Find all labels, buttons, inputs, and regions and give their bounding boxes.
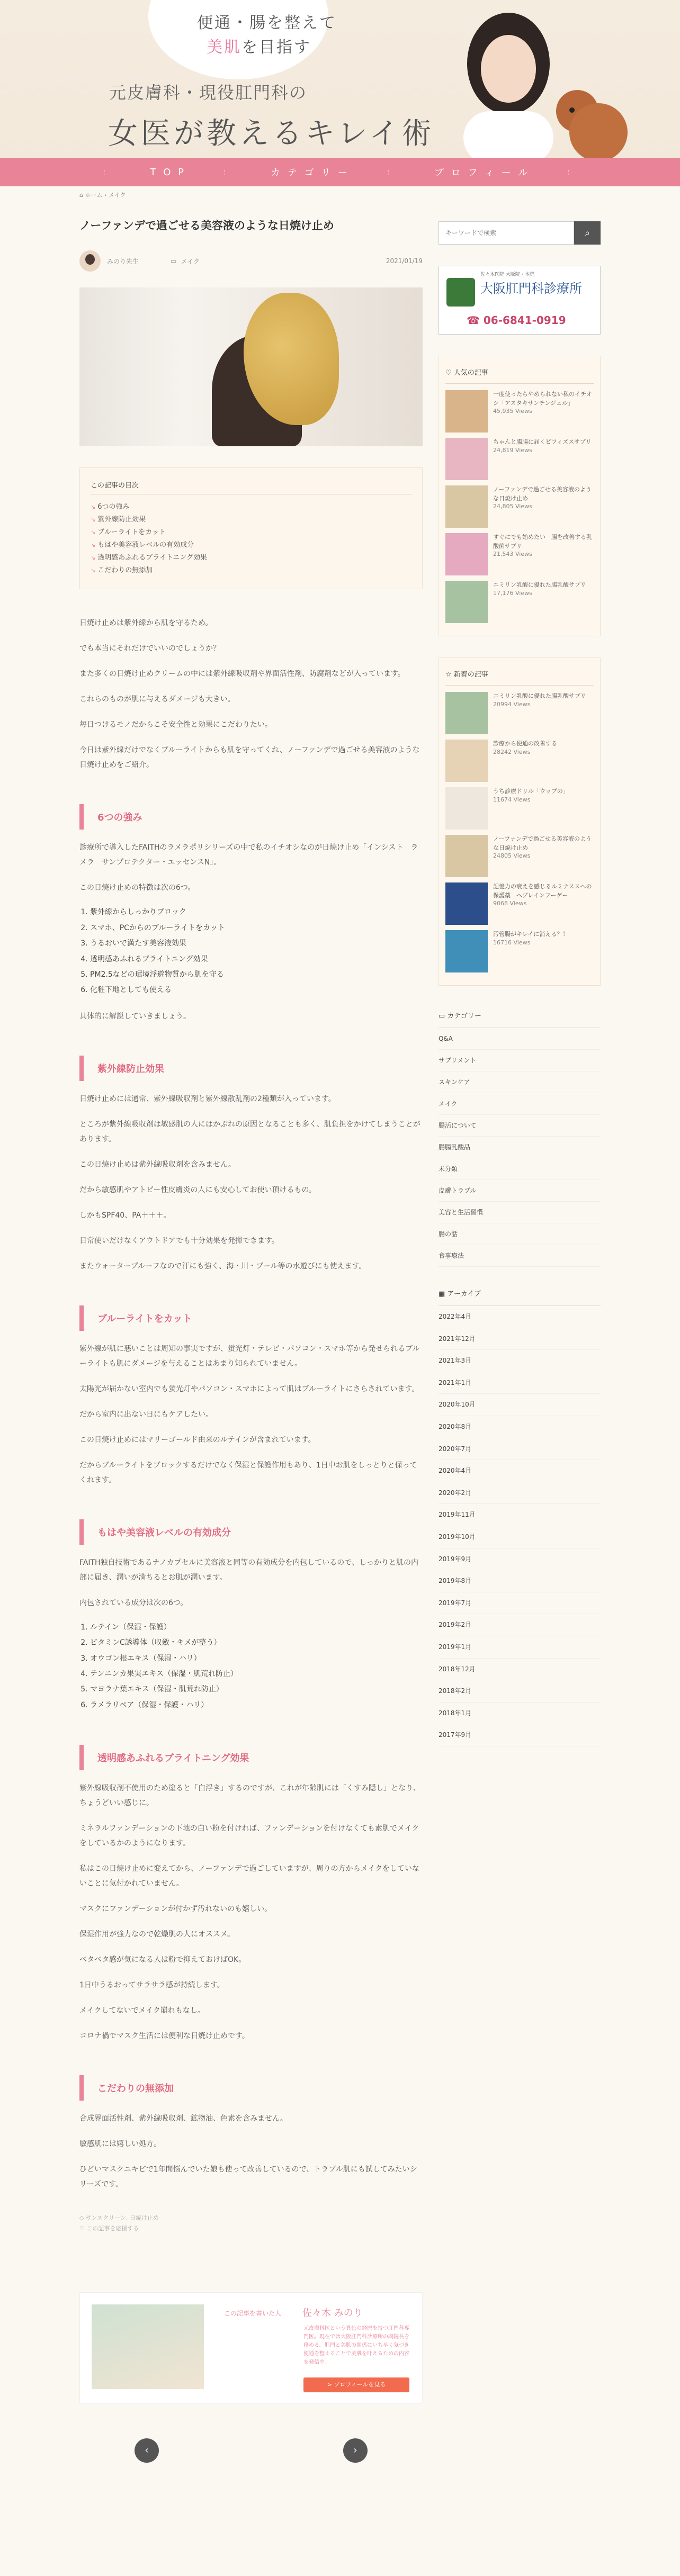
breadcrumb-category[interactable]: メイク [108, 192, 126, 199]
list-item: 1. ルテイン（保湿・保護） [90, 1620, 423, 1635]
new-posts [439, 657, 601, 986]
calendar-icon: ▦ [439, 1290, 448, 1298]
tagline-2 [207, 34, 311, 57]
new-item-title: うち診療ドリル「ウップの」 [493, 788, 569, 795]
popular-item-title: エミリン乳酸に優れた腸乳酸サプリ [493, 581, 586, 588]
paragraph: だから室内に出ない日にもケアしたい。 [79, 1410, 213, 1419]
new-item-title: エミリン乳酸に優れた腸乳酸サプリ [493, 692, 586, 699]
archive-item[interactable]: 2020年7月 [439, 1438, 601, 1461]
paragraph: 紫外線が肌に悪いことは周知の事実ですが、蛍光灯・テレビ・パソコン・スマホ等から発せられるブルーライトも肌にダメージを与えることはあまり知られていません。 [79, 1344, 420, 1368]
archive-item[interactable]: 2019年2月 [439, 1614, 601, 1636]
archive-item[interactable]: 2018年2月 [439, 1680, 601, 1703]
archive-item[interactable]: 2018年1月 [439, 1703, 601, 1725]
paragraph: だから敏感肌やアトピー性皮膚炎の人にも安心してお使い頂けるもの。 [79, 1185, 316, 1194]
tagline-1: 便通・腸を整えて [197, 14, 337, 32]
global-nav [0, 158, 680, 186]
numbered-list [79, 905, 423, 998]
search-icon: ⌕ [584, 227, 590, 238]
thumbnail [445, 390, 488, 433]
view-count: 24,819 Views [493, 446, 532, 454]
archive-item[interactable]: 2020年10月 [439, 1394, 601, 1416]
clinic-logo [446, 278, 475, 307]
paragraph: 敏感肌には嬉しい処方。 [79, 2140, 161, 2149]
category-item[interactable]: Q&A [439, 1028, 601, 1050]
archive-item[interactable]: 2019年1月 [439, 1636, 601, 1659]
table-of-contents [79, 467, 423, 589]
avatar [79, 250, 101, 272]
popular-item-title: ノーファンデで過ごせる美容液のような日焼け止め [493, 486, 592, 502]
archive-item[interactable]: 2020年2月 [439, 1482, 601, 1505]
thumbnail [445, 787, 488, 830]
toc-title: この記事の目次 [91, 480, 411, 494]
paragraph: これらのものが肌に与えるダメージも大きい。 [79, 695, 235, 704]
site-header [0, 0, 680, 158]
popular-item[interactable] [445, 438, 594, 480]
view-count: 28242 Views [493, 748, 531, 755]
view-count: 24,805 Views [493, 503, 532, 510]
popular-item-title: ちゃんと腸腸に届くビフィズスサプリ [493, 438, 592, 445]
list-item: 3. うるおいで満たす美容液効果 [90, 936, 423, 951]
new-item[interactable] [445, 930, 594, 972]
new-item[interactable] [445, 882, 594, 925]
category-title: カテゴリー [447, 1012, 481, 1020]
view-count: 24805 Views [493, 852, 531, 859]
category-item[interactable]: 腸腸乳酸品 [439, 1137, 601, 1158]
archive-item[interactable]: 2019年7月 [439, 1592, 601, 1615]
archive-item[interactable]: 2021年3月 [439, 1350, 601, 1372]
search-input[interactable] [439, 221, 574, 245]
archive-item[interactable]: 2019年11月 [439, 1504, 601, 1526]
nav-divider: ： [567, 168, 578, 177]
view-count: 21,543 Views [493, 551, 532, 557]
archive-item[interactable]: 2021年1月 [439, 1372, 601, 1394]
popular-item[interactable] [445, 390, 594, 433]
post-tags [79, 2213, 423, 2234]
paragraph: FAITH独自技術であるナノカプセルに美容液と同等の有効成分を内包しているので、しっかりと肌の内部に届き、潤いが満ちるとお肌が潤います。 [79, 1558, 419, 1582]
paragraph: ミネラルファンデーションの下地の白い粉を付ければ、ファンデーションを付けなくても素肌でメイクをしているかのようになります。 [79, 1824, 419, 1848]
archive-item[interactable]: 2020年8月 [439, 1416, 601, 1438]
paragraph: 今日は紫外線だけでなくブルーライトからも肌を守ってくれ、ノーファンデで過ごせる美容液のような日焼け止めをご紹介。 [79, 746, 420, 770]
paragraph: マスクにファンデーションが付かず汚れないのも嬉しい。 [79, 1905, 272, 1914]
section-heading: 紫外線防止効果 [79, 1056, 423, 1081]
paragraph: 日焼け止めは紫外線から肌を守るため。 [79, 619, 213, 628]
clinic-name: 大阪肛門科診療所 [480, 281, 582, 296]
popular-item[interactable] [445, 533, 594, 575]
view-count: 45,935 Views [493, 408, 532, 415]
thumbnail [445, 740, 488, 782]
paragraph: またウォータープルーフなので汗にも強く、海・川・プール等の水遊びにも使えます。 [79, 1262, 366, 1271]
new-item-title: 汚管腸がキレイに消える？！ [493, 931, 569, 938]
breadcrumb [79, 191, 126, 199]
site-subtitle: 元皮膚科・現役肛門科の [109, 83, 308, 103]
category-item[interactable]: 未分類 [439, 1158, 601, 1180]
new-title: 新着の記事 [453, 671, 488, 679]
list-item: 4. テンニンカ果実エキス（保湿・肌荒れ防止） [90, 1667, 423, 1682]
new-item-title: ノーファンデで過ごせる美容液のような日焼け止め [493, 835, 592, 851]
paragraph: 毎日つけるモノだからこそ安全性と効果にこだわりたい。 [79, 720, 272, 729]
paragraph: ところが紫外線吸収剤は敏感肌の人にはかぶれの原因となることも多く、肌負担をかけてしまうことがあります。 [79, 1120, 420, 1143]
author-photo [92, 2304, 204, 2389]
post-meta [79, 250, 423, 272]
paragraph: この日焼け止めの特徴は次の6つ。 [79, 884, 195, 893]
thumbnail [445, 438, 488, 480]
view-count: 16716 Views [493, 939, 531, 946]
nav-category[interactable]: カ テ ゴ リ ー [270, 167, 350, 178]
post-category[interactable]: メイク [181, 257, 200, 265]
popular-item[interactable] [445, 485, 594, 528]
category-item[interactable]: 腸活について [439, 1115, 601, 1137]
category-item[interactable]: サプリメント [439, 1050, 601, 1071]
clinic-phone: ☎ 06-6841-0919 [467, 314, 566, 327]
search-form [439, 221, 601, 245]
new-item[interactable] [445, 835, 594, 877]
author-heading: この記事を書いた人 [224, 2309, 282, 2317]
list-item: 3. オウゴン根エキス（保湿・ハリ） [90, 1651, 423, 1667]
new-item-title: 診療から便通の改善する [493, 740, 557, 747]
list-item: 5. PM2.5などの環境浮遊物質から肌を守る [90, 967, 423, 983]
sidebar [439, 221, 601, 1746]
archive-item[interactable]: 2021年12月 [439, 1328, 601, 1350]
paragraph: しかもSPF40、PA＋＋＋。 [79, 1211, 171, 1220]
category-item[interactable]: スキンケア [439, 1071, 601, 1093]
chevron-right-icon: › [104, 192, 109, 199]
section-heading: 6つの強み [79, 804, 423, 830]
paragraph: 太陽光が届かない室内でも蛍光灯やパソコン・スマホによって肌はブルーライトにさらされています。 [79, 1384, 419, 1393]
tagline-rest: を目指す [241, 38, 311, 57]
paragraph: また多くの日焼け止めクリームの中には紫外線吸収剤や界面活性剤、防腐剤などが入っています。 [79, 670, 405, 679]
thumbnail [445, 835, 488, 877]
toc-item[interactable]: ↘ 6つの強み [91, 501, 411, 514]
archive-item[interactable]: 2017年9月 [439, 1724, 601, 1746]
view-count: 9068 Views [493, 900, 527, 907]
thumbnail [445, 485, 488, 528]
nav-divider: ： [222, 168, 234, 177]
author-box [79, 2292, 423, 2403]
breadcrumb-home[interactable]: ホーム [85, 192, 103, 199]
archive-item[interactable]: 2019年10月 [439, 1526, 601, 1548]
clinic-banner[interactable] [439, 266, 601, 335]
heart-icon: ♡ [79, 2224, 87, 2232]
paragraph: 紫外線吸収剤不使用のため塗ると「白浮き」するのですが、これが年齢肌には「くすみ隠し」となり、ちょうどいい感じに。 [79, 1784, 420, 1808]
category-item[interactable]: 美容と生活習慣 [439, 1202, 601, 1223]
new-item[interactable] [445, 787, 594, 830]
dog-photo [540, 79, 646, 158]
paragraph: この日焼け止めは紫外線吸収剤を含みません。 [79, 1160, 236, 1169]
toc-item[interactable]: ↘ ブルーライトをカット [91, 526, 411, 539]
tag-icon: ◇ [79, 2214, 86, 2222]
category-list [439, 1010, 601, 1267]
category-item[interactable]: 皮膚トラブル [439, 1180, 601, 1202]
thumbnail [445, 581, 488, 623]
archive-item[interactable]: 2020年4月 [439, 1460, 601, 1482]
popular-item-title: すぐにでも始めたい 腸を改善する乳酸菌サプリ [493, 534, 592, 550]
paragraph: コロナ禍でマスク生活には便利な日焼け止めです。 [79, 2032, 249, 2041]
view-count: 20994 Views [493, 700, 531, 708]
paragraph: 1日中うるおってサラサラ感が持続します。 [79, 1981, 225, 1990]
paragraph: 私はこの日焼け止めに変えてから、ノーファンデで過ごしていますが、周りの方からメイクをしていないことに気付かれていません。 [79, 1865, 420, 1888]
paragraph: ひどいマスクニキビで1年間悩んでいた娘も使って改善しているので、トラブル肌にも試してみたいシリーズです。 [79, 2165, 417, 2189]
paragraph: ベタベタ感が気になる人は粉で抑えておけばOK。 [79, 1956, 246, 1965]
list-item: 2. ビタミンC誘導体（収斂・キメが整う） [90, 1635, 423, 1651]
folder-icon: ▭ [439, 1012, 448, 1020]
author-description: 元皮膚科医という異色の経歴を持つ肛門科専門医。現在では大阪肛門科診療所の副院長を務める。肛門と美肌の関係にいち早く気づき便通を整えることで美肌を叶えるための内容を発信中。 [303, 2325, 409, 2365]
thumbnail [445, 692, 488, 734]
home-icon: ⌂ [79, 192, 83, 199]
archive-item[interactable]: 2019年9月 [439, 1548, 601, 1571]
profile-button[interactable]: > プロフィールを見る [303, 2377, 409, 2392]
article [79, 208, 423, 2463]
list-item: 6. 化粧下地としても使える [90, 983, 423, 998]
section-heading: ブルーライトをカット [79, 1305, 423, 1331]
thumbnail [445, 882, 488, 925]
new-item-title: 記憶力の衰えを感じるルミナススへの保護薬 ヘブレインフーゲー [493, 883, 592, 899]
archive-item[interactable]: 2019年8月 [439, 1570, 601, 1592]
section-heading: もはや美容液レベルの有効成分 [79, 1519, 423, 1545]
star-icon: ☆ [445, 671, 454, 679]
intro [79, 616, 423, 772]
paragraph: この日焼け止めにはマリーゴールド由来のルテインが含まれています。 [79, 1435, 316, 1444]
new-item[interactable] [445, 692, 594, 734]
support-link[interactable]: この記事を応援する [86, 2224, 139, 2232]
list-item: 1. 紫外線からしっかりブロック [90, 905, 423, 920]
author-name: 佐々木 みのり [302, 2307, 363, 2319]
thumbnail [445, 930, 488, 972]
popular-title: 人気の記事 [453, 369, 488, 377]
paragraph: 合成界面活性剤、紫外線吸収剤、鉱物油、色素を含みません。 [79, 2114, 288, 2123]
paragraph: だからブルーライトをブロックするだけでなく保湿と保護作用もあり、1日中お肌をしっとりと保ってくれます。 [79, 1461, 417, 1484]
tagline-accent: 美肌 [207, 38, 241, 57]
paragraph: メイクしてないでメイク崩れもなし。 [79, 2006, 205, 2015]
list-item: 5. マヨラナ葉エキス（保湿・肌荒れ防止） [90, 1682, 423, 1697]
toc-item[interactable]: ↘ 透明感あふれるブライトニング効果 [91, 552, 411, 564]
nav-profile[interactable]: プ ロ フ ィ ー ル [434, 167, 530, 178]
toc-item[interactable]: ↘ 紫外線防止効果 [91, 514, 411, 526]
archive-list [439, 1288, 601, 1746]
nav-divider: ： [102, 168, 113, 177]
category-item[interactable]: 腸の話 [439, 1223, 601, 1245]
site-title[interactable]: 女医が教えるキレイ術 [108, 116, 435, 151]
nav-divider: ： [386, 168, 397, 177]
toc-item[interactable]: ↘ もはや美容液レベルの有効成分 [91, 539, 411, 552]
view-count: 11674 Views [493, 796, 531, 803]
paragraph: 診療所で導入したFAITHのラメラポリシリーズの中で私のイチオシなのが日焼け止め「インシスト ラメラ サンプロテクター・エッセンスN」。 [79, 843, 418, 867]
nav-top[interactable]: T O P [150, 166, 186, 178]
heart-icon: ♡ [445, 369, 454, 377]
paragraph: 保湿作用が強力なので乾燥肌の人にオススメ。 [79, 1930, 235, 1939]
paragraph: でも本当にそれだけでいいのでしょうか？ [79, 644, 220, 653]
search-button[interactable] [574, 221, 601, 245]
hero-image [79, 287, 423, 446]
next-post-button[interactable]: › [343, 2438, 368, 2463]
paragraph: 具体的に解説していきましょう。 [79, 1012, 191, 1021]
popular-posts [439, 356, 601, 636]
post-author[interactable]: みのり先生 [107, 257, 139, 265]
list-item: 4. 透明感あふれるブライトニング効果 [90, 952, 423, 967]
paragraph: 日常使いだけなくアウトドアでも十分効果を発揮できます。 [79, 1236, 279, 1245]
popular-item[interactable] [445, 581, 594, 623]
category-item[interactable]: メイク [439, 1093, 601, 1115]
archive-title: アーカイブ [447, 1290, 481, 1298]
paragraph: 内包されている成分は次の6つ。 [79, 1598, 188, 1607]
post-title: ノーファンデで過ごせる美容液のような日焼け止め [79, 219, 334, 232]
paragraph: 日焼け止めには通常、紫外線吸収剤と紫外線散乱剤の2種類が入っています。 [79, 1094, 336, 1103]
folder-icon: ▭ [171, 257, 177, 265]
list-item: 2. スマホ、PCからのブルーライトをカット [90, 921, 423, 936]
thumbnail [445, 533, 488, 575]
tag-links[interactable]: サンスクリーン, 日焼け止め [85, 2214, 159, 2222]
section-heading: 透明感あふれるブライトニング効果 [79, 1745, 423, 1770]
archive-item[interactable]: 2022年4月 [439, 1306, 601, 1328]
post-date: 2021/01/19 [386, 257, 423, 265]
prev-post-button[interactable]: ‹ [135, 2438, 159, 2463]
list-item: 6. ラメラリペア（保湿・保護・ハリ） [90, 1698, 423, 1713]
clinic-subtext: 佐々木医院 大阪院・本院 [480, 272, 534, 277]
view-count: 17,176 Views [493, 589, 532, 597]
post-pager [79, 2438, 423, 2463]
popular-item-title: 一度使ったらやめられない私のイチオシ「アスタキサンチンジェル」 [493, 391, 592, 407]
numbered-list [79, 1620, 423, 1713]
archive-item[interactable]: 2018年12月 [439, 1659, 601, 1681]
section-heading: こだわりの無添加 [79, 2075, 423, 2101]
new-item[interactable] [445, 740, 594, 782]
category-item[interactable]: 食事療法 [439, 1245, 601, 1267]
toc-item[interactable]: ↘ こだわりの無添加 [91, 564, 411, 577]
